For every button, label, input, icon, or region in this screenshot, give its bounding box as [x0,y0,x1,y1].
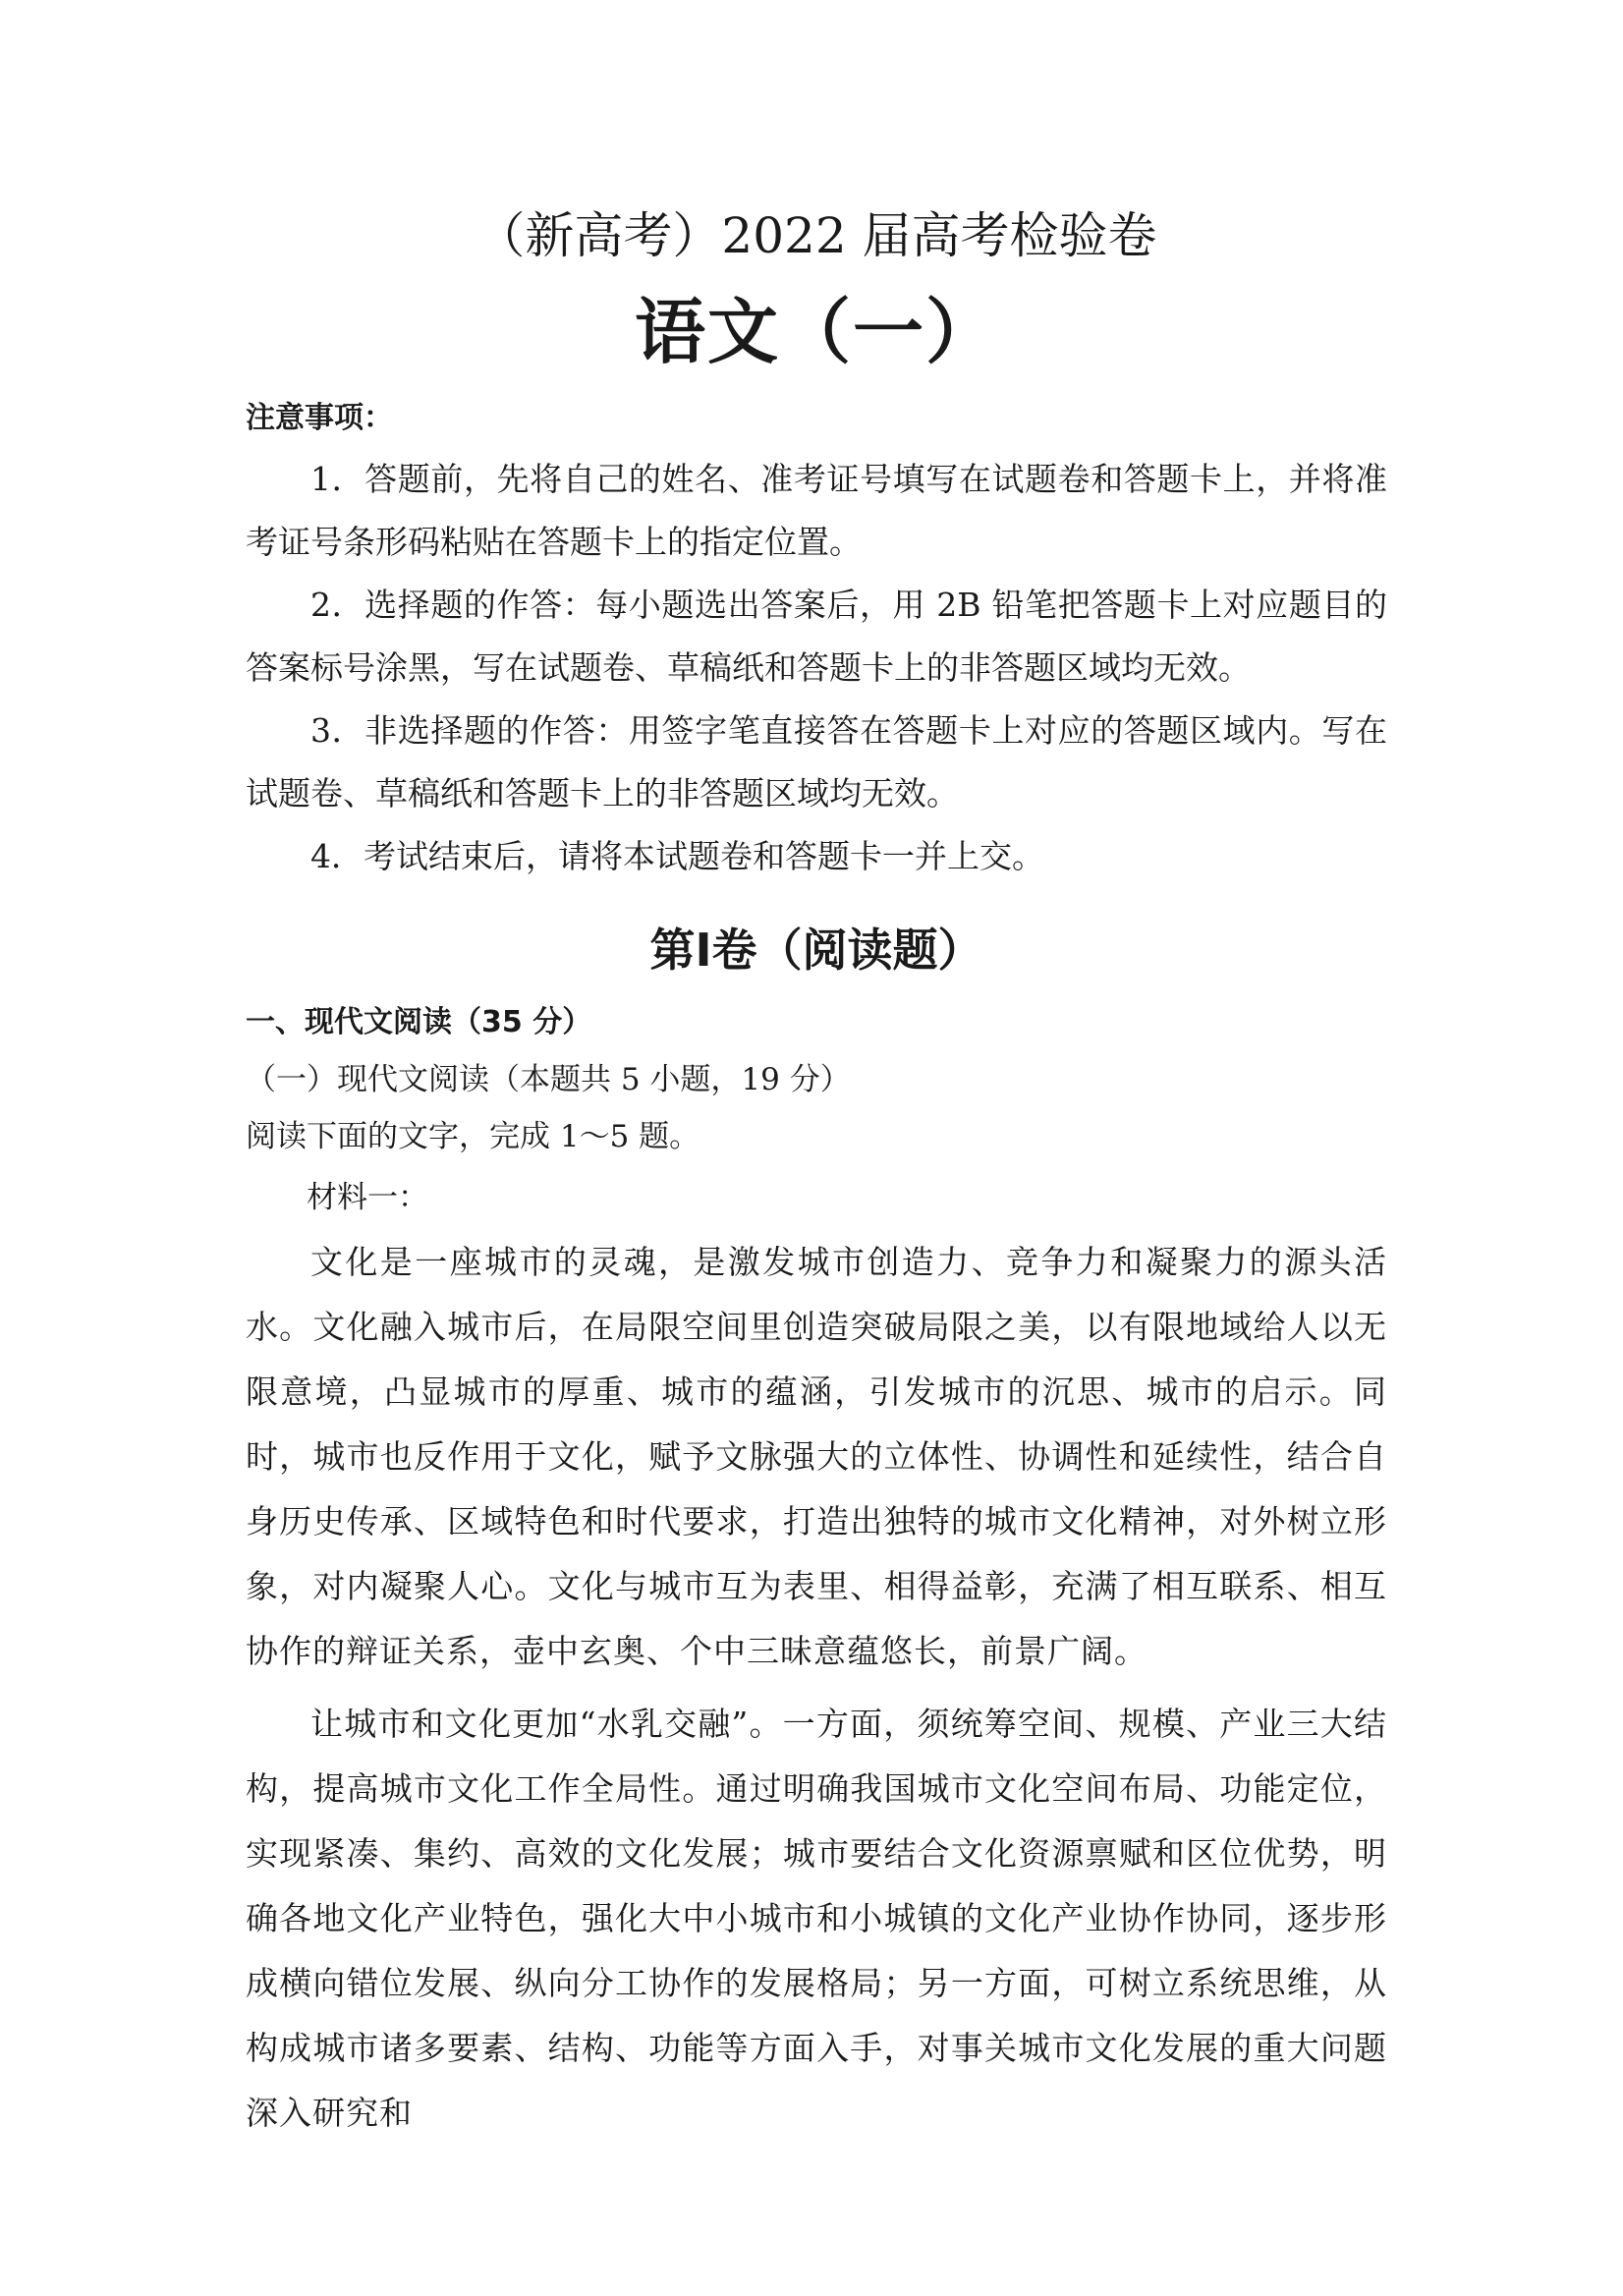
notice-item-3: 3．非选择题的作答：用签字笔直接答在答题卡上对应的答题区域内。写在试题卷、草稿纸和答题卡上的非答题区域均无效。 [246,711,1387,812]
exam-title: （新高考）2022 届高考检验卷 [476,207,1157,264]
subject-title: 语文（一） [634,291,998,373]
section-subheading: （一）现代文阅读（本题共 5 小题，19 分） [246,1062,851,1097]
reading-instruction: 阅读下面的文字，完成 1～5 题。 [246,1119,700,1154]
material-label: 材料一： [307,1180,428,1215]
notice-item-2: 2．选择题的作答：每小题选出答案后，用 2B 铅笔把答题卡上对应题目的答案标号涂黑，写在试题卷、草稿纸和答题卡上的非答题区域均无效。 [246,586,1387,687]
page-content [246,196,1387,2154]
volume-title: 第Ⅰ卷（阅读题） [649,924,983,977]
notice-item-4: 4．考试结束后，请将本试题卷和答题卡一并上交。 [310,837,1044,875]
material-paragraph-2: 让城市和文化更加“水乳交融”。一方面，须统筹空间、规模、产业三大结构，提高城市文化工作全局性。通过明确我国城市文化空间布局、功能定位，实现紧凑、集约、高效的文化发展；城市要结合文化资源禀赋和区位优势，明确各地文化产业特色，强化大中小城市和小城镇的文化产业协作协同，逐步形成横向错位发展、纵向分工协作的发展格局；另一方面，可树立系统思维，从构成城市诸多要素、结构、功能等方面入手，对事关城市文化发展的重大问题深入研究和 [246,1705,1387,2132]
section-heading: 一、现代文阅读（35 分） [246,1005,592,1039]
notice-title: 注意事项： [246,401,393,435]
notice-item-1: 1．答题前，先将自己的姓名、准考证号填写在试题卷和答题卡上，并将准考证号条形码粘贴在答题卡上的指定位置。 [246,460,1387,561]
material-paragraph-1: 文化是一座城市的灵魂，是激发城市创造力、竞争力和凝聚力的源头活水。文化融入城市后，在局限空间里创造突破局限之美，以有限地域给人以无限意境，凸显城市的厚重、城市的蕴涵，引发城市的沉思、城市的启示。同时，城市也反作用于文化，赋予文脉强大的立体性、协调性和延续性，结合自身历史传承、区域特色和时代要求，打造出独特的城市文化精神，对外树立形象，对内凝聚人心。文化与城市互为表里、相得益彰，充满了相互联系、相互协作的辩证关系，壶中玄奥、个中三昧意蕴悠长，前景广阔。 [246,1243,1387,1670]
